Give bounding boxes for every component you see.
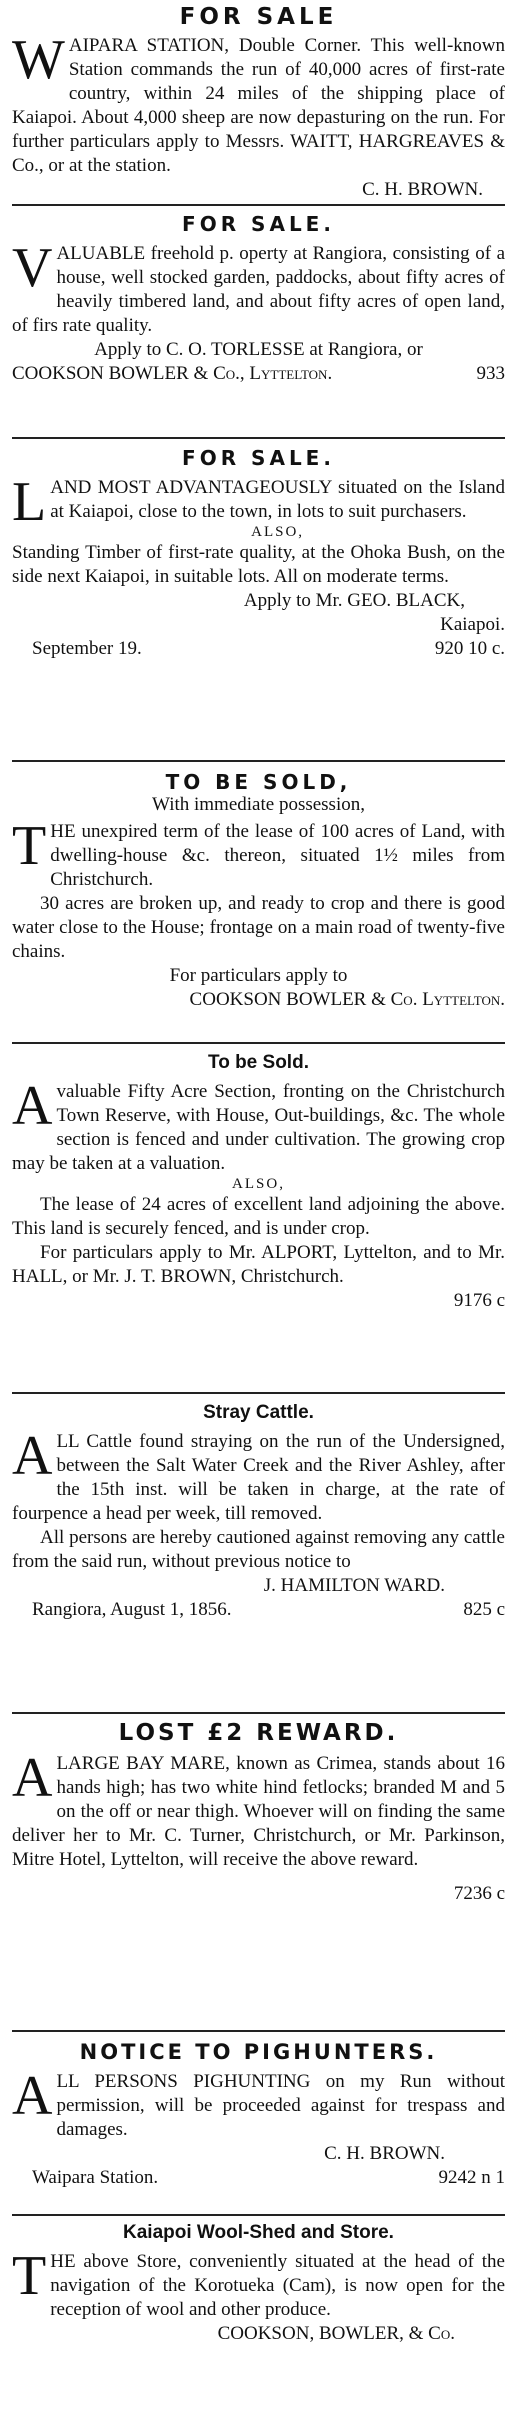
ad-number: 9176 c	[453, 1290, 505, 1311]
divider	[12, 1712, 505, 1714]
ad-also: ALSO,	[232, 1176, 285, 1192]
ad-heading: FOR SALE.	[182, 212, 335, 236]
ad-stray-cattle	[12, 1402, 505, 1622]
ad-lease-christchurch	[12, 770, 505, 1012]
ad-signature: COOKSON, BOWLER, & Co.	[217, 2323, 455, 2344]
ad-text: ALUABLE freehold p. operty at Rangiora, consisting of a house, well stocked garden, paddocks, about fifty acres of heavily timbered land, and about fifty acres of open land, of firs rate quality.	[12, 243, 505, 336]
ad-body	[12, 2245, 505, 2322]
ad-body	[12, 815, 505, 892]
ad-lost-mare	[12, 1720, 505, 1906]
ad-rangiora-property	[12, 212, 505, 386]
ad-heading: FOR SALE	[179, 4, 338, 30]
ad-body-2: The lease of 24 acres of excellent land adjoining the above. This land is securely fenced, and is under crop.	[12, 1194, 505, 1239]
drop-cap: A	[12, 1075, 53, 1137]
drop-cap: T	[12, 2245, 47, 2307]
ad-text: AIPARA STATION, Double Corner. This well-known Station commands the run of 40,000 acres of first-rate country, within 24 miles of the shipping place of Kaiapoi. About 4,000 sheep are now depasturing on the run. For further particulars apply to Messrs. WAITT, HARGREAVES & Co., or at the station.	[12, 35, 505, 176]
ad-body	[12, 237, 505, 338]
ad-kaiapoi-woolshed	[12, 2222, 505, 2346]
ad-body-2: Standing Timber of first-rate quality, at the Ohoka Bush, on the side next Kaiapoi, in suitable lots. All on moderate terms.	[12, 542, 505, 587]
drop-cap: A	[12, 1747, 53, 1809]
ad-number: 933	[476, 363, 505, 384]
ad-place: Kaiapoi.	[440, 614, 505, 635]
ad-apply: Apply to C. O. TORLESSE at Rangiora, or	[94, 339, 423, 360]
ad-waipara-station	[12, 4, 505, 202]
ad-text: LARGE BAY MARE, known as Crimea, stands about 16 hands high; has two white hind fetlocks; branded M and 5 on the off or near thigh. Whoever will on finding the same deliver her to Mr. C. Turner, Christchurch, or Mr. Parkinson, Mitre Hotel, Lyttelton, will receive the above reward.	[12, 1753, 505, 1870]
ad-text: valuable Fifty Acre Section, fronting on the Christchurch Town Reserve, with House, Out-buildings, &c. The whole section is fenced and under cultivation. The growing crop may be taken at a valuation.	[12, 1081, 505, 1174]
ad-heading: TO BE SOLD,	[165, 770, 352, 794]
ad-place: Waipara Station.	[32, 2167, 159, 2188]
ad-agent: COOKSON BOWLER & Co., Lyttelton.	[12, 363, 333, 384]
ad-number: 7236 c	[453, 1883, 505, 1904]
ad-body-2: All persons are hereby cautioned against removing any cattle from the said run, without previous notice to	[12, 1527, 505, 1572]
ad-signature: C. H. BROWN.	[324, 2143, 445, 2164]
ad-footer	[12, 2166, 505, 2190]
ad-body	[12, 1425, 505, 1526]
ad-body	[12, 1075, 505, 1176]
drop-cap: V	[12, 237, 53, 299]
ad-kaiapoi-island	[12, 446, 505, 661]
ad-number: 9242 n 1	[438, 2167, 505, 2188]
ad-body	[12, 29, 505, 178]
ad-footer	[12, 637, 505, 661]
divider	[12, 1042, 505, 1044]
divider	[12, 437, 505, 439]
drop-cap: T	[12, 815, 47, 877]
ad-text: LL Cattle found straying on the run of the Undersigned, between the Salt Water Creek and the River Ashley, after the 15th inst. will be taken in charge, at the rate of fourpence a head per week, till removed.	[12, 1431, 505, 1524]
ad-text: LL PERSONS PIGHUNTING on my Run without permission, will be proceeded against for trespass and damages.	[56, 2071, 505, 2140]
ad-signature: J. HAMILTON WARD.	[263, 1575, 445, 1596]
ad-text: HE above Store, conveniently situated at the head of the navigation of the Korotueka (Cam), is now open for the reception of wool and other produce.	[50, 2251, 505, 2320]
ad-heading: NOTICE TO PIGHUNTERS.	[79, 2040, 438, 2064]
divider	[12, 2030, 505, 2032]
ad-heading: LOST £2 REWARD.	[118, 1720, 399, 1746]
ad-heading: To be Sold.	[208, 1052, 309, 1073]
drop-cap: W	[12, 29, 65, 91]
ad-apply: For particulars apply to	[169, 965, 348, 986]
ad-body	[12, 1747, 505, 1872]
ad-number: 920 10 c.	[434, 638, 505, 659]
ad-pighunters	[12, 2040, 505, 2190]
divider	[12, 760, 505, 762]
ad-apply: Apply to Mr. GEO. BLACK,	[243, 590, 465, 611]
divider	[12, 204, 505, 206]
ad-footer	[12, 1598, 505, 1622]
ad-signature: C. H. BROWN.	[362, 179, 483, 200]
ad-number: 825 c	[463, 1599, 505, 1620]
ad-subheading: With immediate possession,	[152, 794, 365, 815]
ad-agent: COOKSON BOWLER & Co. Lyttelton.	[189, 989, 505, 1010]
divider	[12, 1392, 505, 1394]
ad-date: Rangiora, August 1, 1856.	[32, 1599, 232, 1620]
ad-heading: FOR SALE.	[182, 446, 335, 470]
ad-text: AND MOST ADVANTAGEOUSLY situated on the Island at Kaiapoi, close to the town, in lots to suit purchasers.	[50, 477, 505, 522]
ad-also: ALSO,	[251, 524, 305, 540]
ad-heading: Stray Cattle.	[203, 1402, 314, 1423]
ad-text: HE unexpired term of the lease of 100 acres of Land, with dwelling-house &c. thereon, situated 1½ miles from Christchurch.	[50, 821, 505, 890]
ad-heading: Kaiapoi Wool-Shed and Store.	[123, 2222, 394, 2243]
drop-cap: L	[12, 471, 47, 533]
ad-body-2: 30 acres are broken up, and ready to crop and there is good water close to the House; frontage on a main road of twenty-five chains.	[12, 893, 505, 962]
drop-cap: A	[12, 2065, 53, 2127]
divider	[12, 2214, 505, 2216]
ad-footer	[12, 362, 505, 386]
drop-cap: A	[12, 1425, 53, 1487]
ad-fifty-acre-section	[12, 1052, 505, 1313]
ad-date: September 19.	[32, 638, 142, 659]
ad-body	[12, 2065, 505, 2142]
ad-body-3: For particulars apply to Mr. ALPORT, Lyttelton, and to Mr. HALL, or Mr. J. T. BROWN, Christchurch.	[12, 1242, 505, 1287]
